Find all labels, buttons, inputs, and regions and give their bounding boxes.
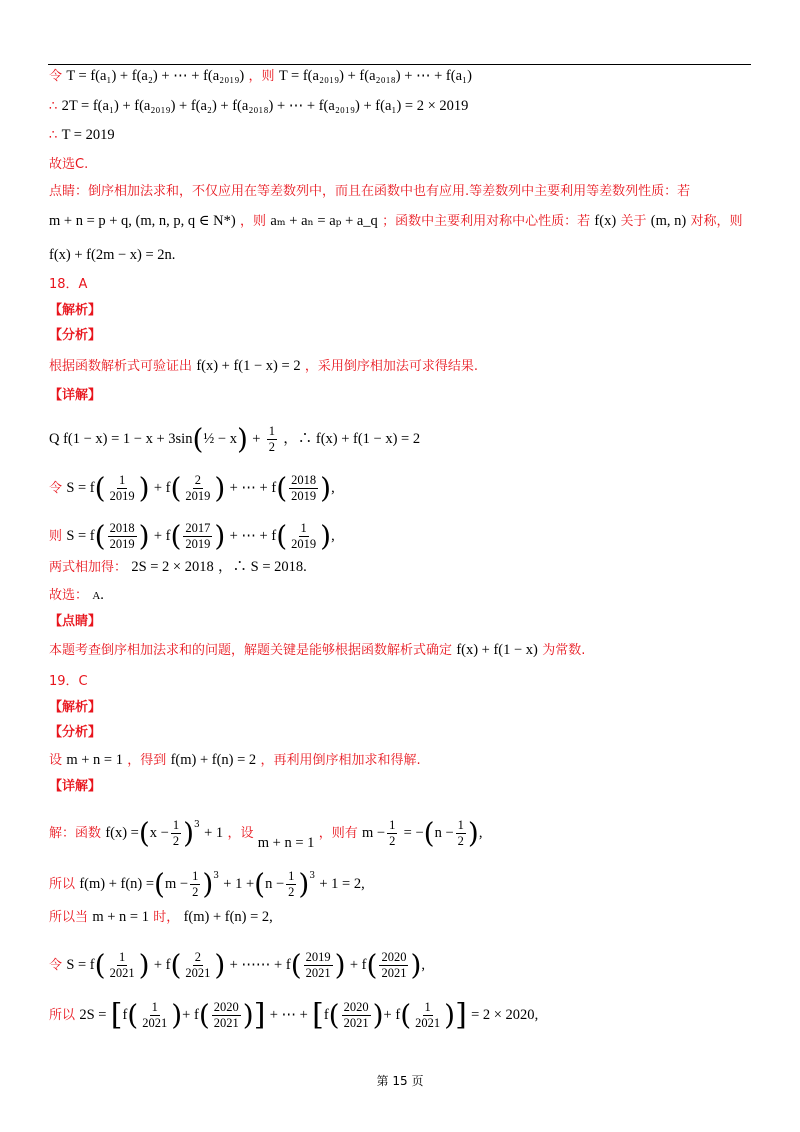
answer-choice-17: 故选C. <box>49 157 89 172</box>
line-T-def: 令 T = f(a₁) + f(a₂) + ⋯ + f(a₂₀₁₉) ，则 T = f(a₂₀₁₉) + f(a₂₀₁₈) + ⋯ + f(a₁) <box>49 68 472 84</box>
section-dianjing-18: 【点睛】 <box>49 614 102 629</box>
dianjing-17: 点睛：倒序相加法求和，不仅应用在等差数列中，而且在函数中也有应用.等差数列中主要利用等差数列性质：若 <box>49 184 691 199</box>
dianjing-18-text: 本题考查倒序相加法求和的问题，解题关键是能够根据函数解析式确定 f(x) + f(1 − x) 为常数. <box>49 642 586 658</box>
section-jiexi-19: 【解析】 <box>49 700 102 715</box>
section-xiangjie-18: 【详解】 <box>49 388 102 403</box>
xiangjie-19-line3: 所以当 m + n = 1 时， f(m) + f(n) = 2, <box>49 909 273 925</box>
fenxi-19-text: 设 m + n = 1 ，得到 f(m) + f(n) = 2 ，再利用倒序相加求和得解. <box>49 752 421 768</box>
question-19-answer: 19．C <box>49 674 88 689</box>
xiangjie-19-line1: 解：函数 f(x) =(x − $\frac{1}{2}$ )$^3$ + 1 ，设 m + n = 1 ，则有 m − $\frac{1}{2}$ = −(n − $\frac{1}{2}$ ), <box>49 816 483 851</box>
xiangjie-18-sum: 两式相加得： 2S = 2 × 2018 ，∴ S = 2018. <box>49 559 307 575</box>
section-xiangjie-19: 【详解】 <box>49 779 102 794</box>
xiangjie-19-line2: 所以 f(m) + f(n) =(m − $\frac{1}{2}$ )$^3$ + 1 +(n − $\frac{1}{2}$ )$^3$ + 1 = 2, <box>49 867 365 901</box>
xiangjie-18-S-def: 令 S = f( $\frac{1}{2019}$ ) + f( $\frac{2}{2019}$ ) + ⋯ + f( $\frac{2018}{2019}$ ), <box>49 471 335 505</box>
xiangjie-18-line1: Q f(1 − x) = 1 − x + 3sin(½ − x) + $\frac{1}{2}$ ，∴ f(x) + f(1 − x) = 2 <box>49 422 421 456</box>
dianjing-17-formula: f(x) + f(2m − x) = 2n. <box>49 247 176 263</box>
header-rule <box>48 64 751 65</box>
fenxi-18-text: 根据函数解析式可验证出 f(x) + f(1 − x) = 2 ，采用倒序相加法可求得结果. <box>49 358 479 374</box>
xiangjie-18-choice: 故选： A. <box>49 587 104 603</box>
section-fenxi-19: 【分析】 <box>49 725 102 740</box>
page-number: 第 15 页 <box>376 1074 424 1088</box>
section-fenxi-18: 【分析】 <box>49 328 102 343</box>
dianjing-17-cont: m + n = p + q, (m, n, p, q ∈ N*) ，则 aₘ + aₙ = aₚ + a_q ；函数中主要利用对称中心性质：若 f(x) 关于 (m, n) 对称，则 <box>49 213 743 229</box>
xiangjie-19-2S: 所以 2S = [f( $\frac{1}{2021}$ )+ f( $\frac{2020}{2021}$ )] + ⋯ + [f( $\frac{2020}{2021}$ )+ f( $\frac{1}{2021}$ )] = 2 × 2020, <box>49 997 539 1033</box>
xiangjie-18-S-rev: 则 S = f( $\frac{2018}{2019}$ ) + f( $\frac{2017}{2019}$ ) + ⋯ + f( $\frac{1}{2019}$ ), <box>49 519 335 553</box>
half-fraction: $\frac{1}{2}$ <box>268 424 275 454</box>
line-2T: ∴ 2T = f(a₁) + f(a₂₀₁₉) + f(a₂) + f(a₂₀₁₈) + ⋯ + f(a₂₀₁₉) + f(a₁) = 2 × 2019 <box>49 98 469 114</box>
question-18-answer: 18．A <box>49 277 88 292</box>
xiangjie-19-S-def: 令 S = f( $\frac{1}{2021}$ ) + f( $\frac{2}{2021}$ ) + ⋯⋯ + f( $\frac{2019}{2021}$ ) + f( $\frac{2020}{2021}$ ), <box>49 948 425 982</box>
section-jiexi-18: 【解析】 <box>49 303 102 318</box>
line-T-result: ∴ T = 2019 <box>49 127 115 143</box>
